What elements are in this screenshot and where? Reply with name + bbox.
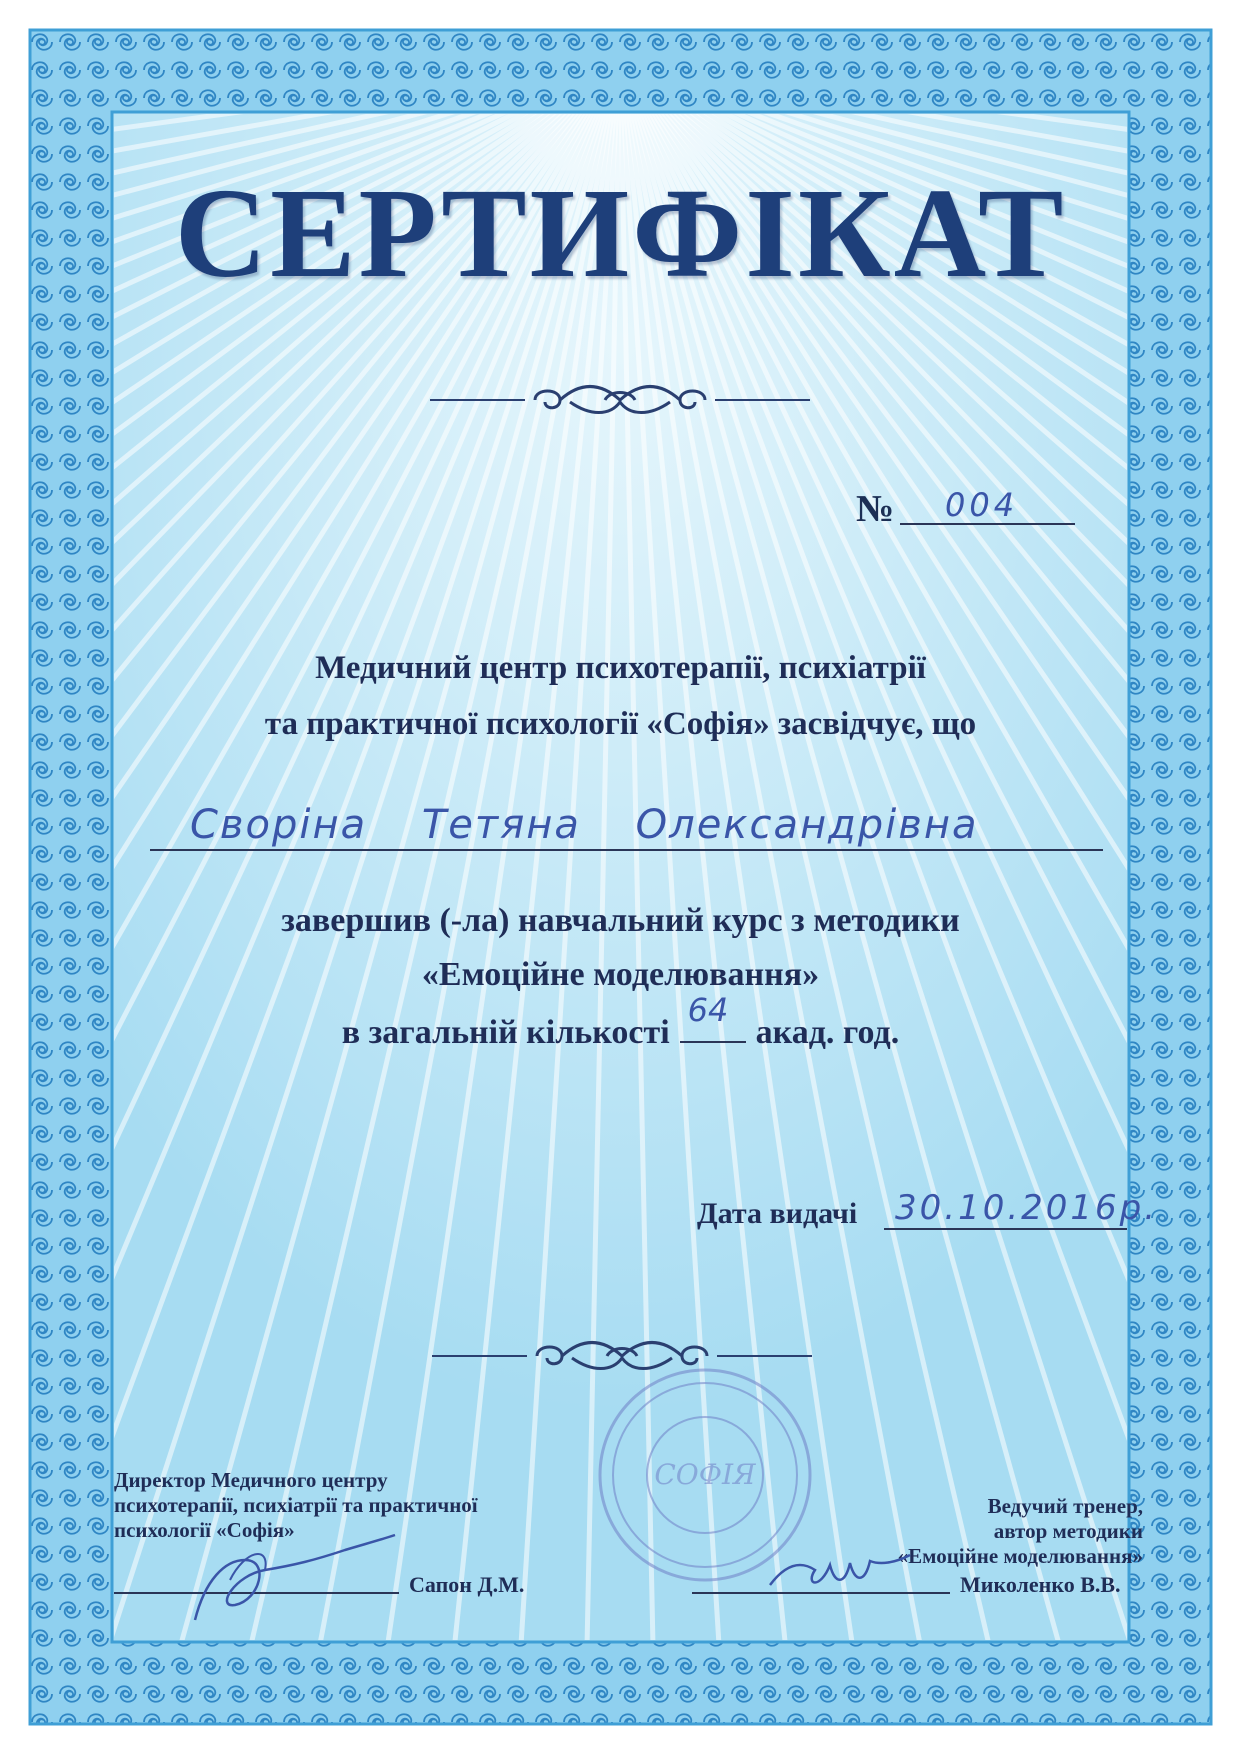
right-handwritten-signature (760, 1525, 920, 1605)
hours-suffix: акад. год. (755, 1014, 900, 1051)
right-title-line-2: автор методики (993, 1519, 1143, 1543)
left-title-line-1: Директор Медичного центру (114, 1468, 388, 1492)
organization-line-1: Медичний центр психотерапії, психіатрії (315, 650, 926, 686)
course-name: «Емоційне моделювання» (421, 956, 820, 993)
right-title-line-1: Ведучий тренер, (987, 1494, 1143, 1518)
left-title-line-2: психотерапії, психіатрії та практичної (114, 1493, 478, 1517)
top-divider-ornament (430, 380, 810, 420)
stamp-center-text: СОФІЯ (654, 1458, 756, 1491)
recipient-name: Своріна Тетяна Олександрівна (190, 802, 979, 848)
organization-line-2: та практичної психології «Софія» засвідчує, що (264, 706, 977, 742)
recipient-name-line (150, 849, 1103, 851)
issue-date-value: 30.10.2016р. (895, 1188, 1159, 1228)
right-signatory-name: Миколенко В.В. (960, 1572, 1121, 1597)
issue-date-label: Дата видачі (697, 1197, 858, 1230)
hours-blank (680, 991, 746, 1043)
left-signatory-name: Сапон Д.М. (409, 1572, 525, 1597)
left-handwritten-signature (175, 1520, 405, 1630)
certificate-number-label: № (856, 488, 895, 530)
hours-prefix: в загальній кількості (341, 1014, 670, 1051)
course-line-1: завершив (-ла) навчальний курс з методики (281, 902, 960, 939)
left-title-line-3: психології «Софія» (114, 1518, 295, 1542)
certificate-title: СЕРТИФІКАТ (174, 162, 1067, 304)
issue-date-line (884, 1228, 1127, 1230)
hours-value: 64 (687, 991, 729, 1029)
right-title-line-3: «Емоційне моделювання» (897, 1544, 1143, 1568)
hours-row (150, 991, 1091, 1052)
certificate-number-value: 004 (945, 486, 1019, 524)
